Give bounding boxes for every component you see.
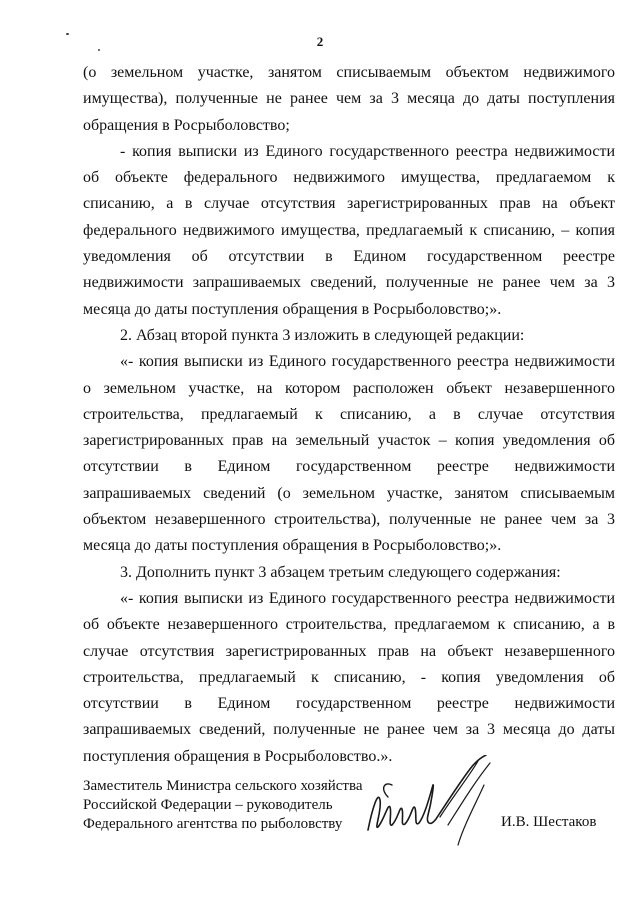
paragraph-amendment-2: 2. Абзац второй пункта 3 изложить в следующей редакции: — [120, 326, 525, 344]
signatory-position: Заместитель Министра сельского хозяйства Российской Федерации – руководитель Федерального агентства по рыболовству — [83, 778, 363, 832]
document-body — [83, 60, 615, 770]
paragraph-extract-land-plot: «- копия выписки из Единого государственного реестра недвижимости о земельном участке, на котором расположен объект незавершенного строительства, предлагаемый к списанию, а в случае отсутствия зарегистрированных прав на земельный участок – копия уведомления об отсутствии в Едином государственном реестре недвижимости запрашиваемых сведений (о земельном участке, занятом списываемым объектом незавершенного строительства), полученные не ранее чем за 3 месяца до даты поступления обращения в Росрыболовство;». — [83, 353, 615, 555]
paragraph-extract-unfinished-construction: «- копия выписки из Единого государственного реестра недвижимости об объекте незавершенного строительства, предлагаемом к списанию, а в случае отсутствия зарегистрированных прав на объект незавершенного строительства, предлагаемый к списанию, - копия уведомления об отсутствии в Едином государственном реестре недвижимости запрашиваемых сведений, полученные не ранее чем за 3 месяца до даты поступления обращения в Росрыболовство.». — [83, 589, 615, 765]
signatory-name: И.В. Шестаков — [501, 814, 597, 830]
signature-block — [83, 777, 615, 847]
handwritten-signature — [358, 755, 508, 855]
paragraph-continuation: (о земельном участке, занятом списываемым объектом недвижимого имущества), полученные не ранее чем за 3 месяца до даты поступления обращения в Росрыболовство; — [83, 64, 615, 134]
paragraph-amendment-3: 3. Дополнить пункт 3 абзацем третьим следующего содержания: — [120, 563, 561, 581]
paragraph-extract-federal-property: - копия выписки из Единого государственного реестра недвижимости об объекте федерального недвижимого имущества, предлагаемом к списанию, а в случае отсутствия зарегистрированных прав на объект федерального недвижимого имущества, предлагаемый к списанию, – копия уведомления об отсутствии в Едином государственном реестре недвижимости запрашиваемых сведений, полученные не ранее чем за 3 месяца до даты поступления обращения в Росрыболовство;». — [83, 142, 615, 318]
page-number: 2 — [316, 34, 324, 49]
